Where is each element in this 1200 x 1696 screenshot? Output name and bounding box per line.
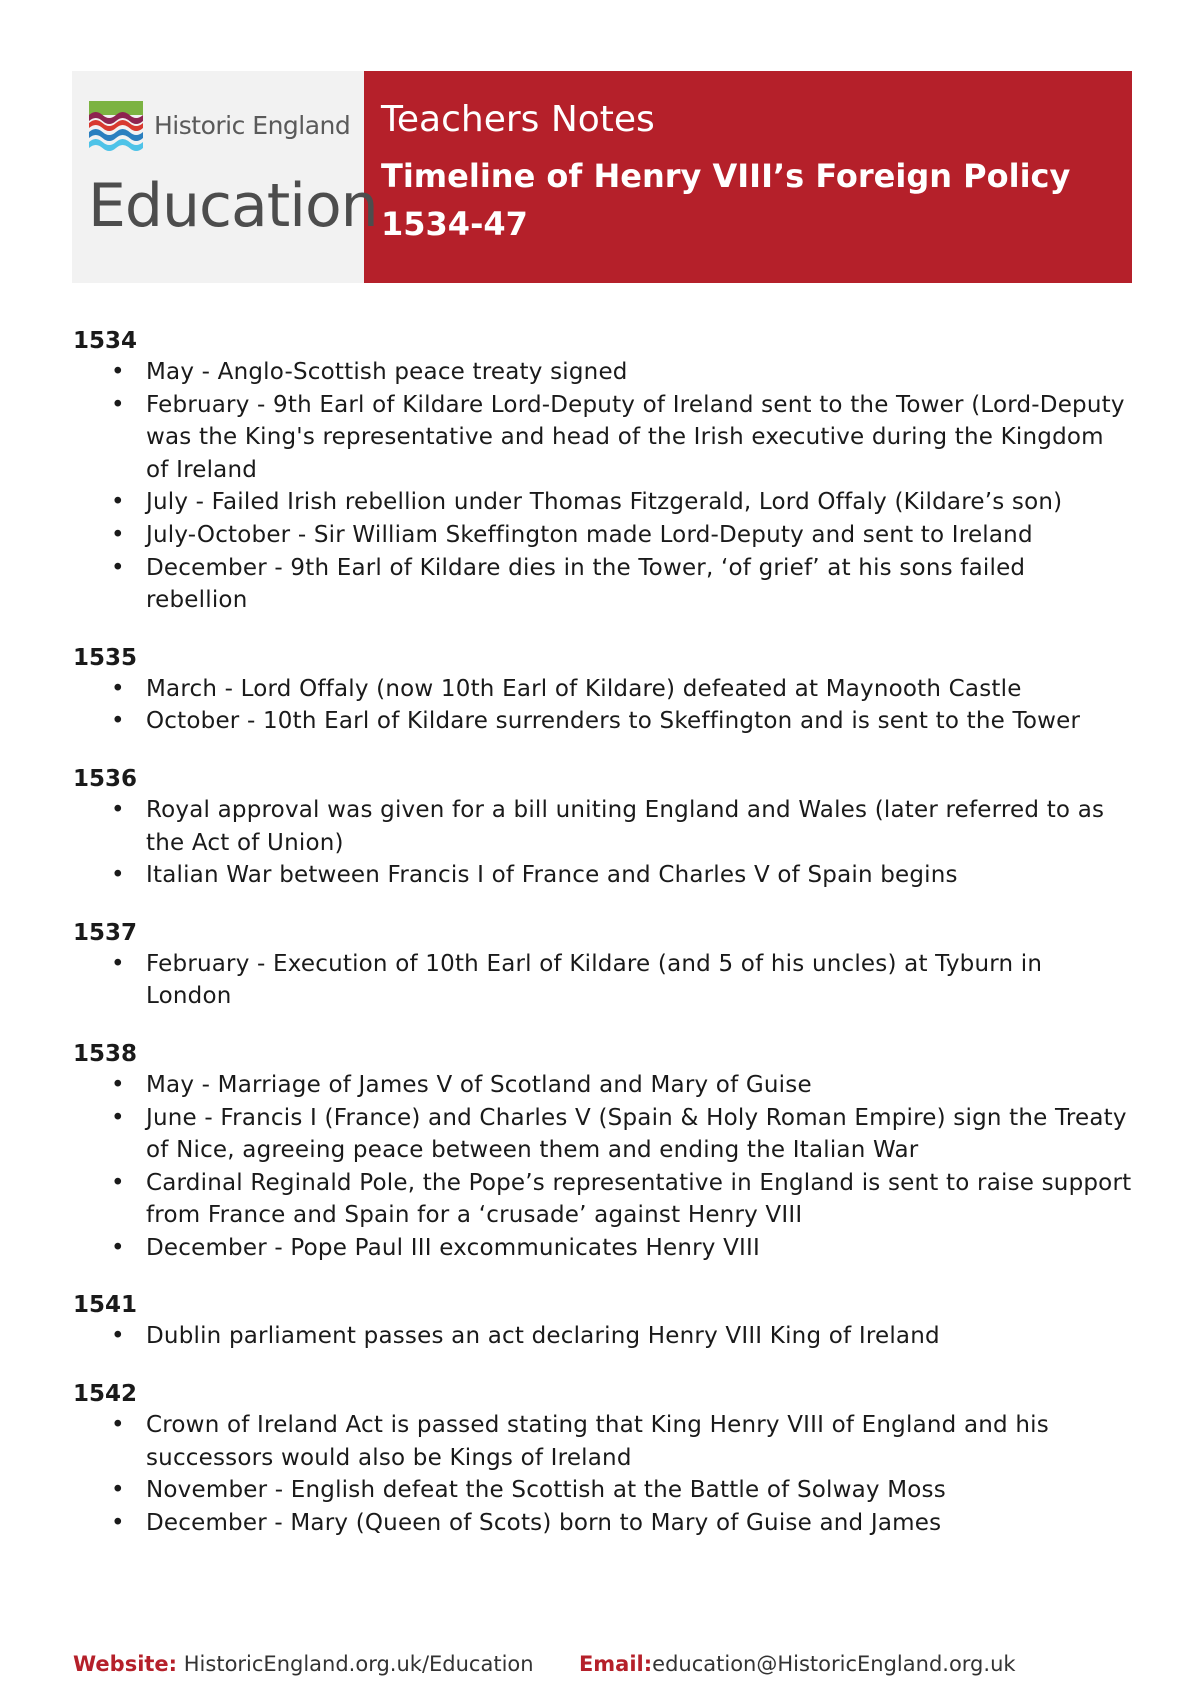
historic-england-logo-icon (89, 101, 143, 153)
timeline-section (73, 643, 1133, 738)
document-title (381, 152, 1132, 248)
organisation-name: Historic England (154, 111, 351, 140)
bullet-icon: • (111, 862, 125, 889)
bullet-icon: • (111, 1477, 125, 1504)
bullet-icon: • (111, 391, 125, 418)
event-text: February - 9th Earl of Kildare Lord-Deputy of Ireland sent to the Tower (Lord-Deputy was the King's representative and head of the Irish executive during the Kingdom of Ireland (146, 391, 1125, 483)
event-text: October - 10th Earl of Kildare surrenders to Skeffington and is sent to the Tower (146, 708, 1081, 735)
event-text: March - Lord Offaly (now 10th Earl of Kildare) defeated at Maynooth Castle (146, 675, 1022, 702)
year-heading: 1535 (73, 644, 138, 671)
event-text: May - Marriage of James V of Scotland and Mary of Guise (146, 1071, 812, 1098)
department-name: Education (88, 171, 378, 241)
website-label: Website: (73, 1652, 178, 1676)
document-title-line: 1534-47 (381, 205, 528, 243)
year-heading: 1542 (73, 1381, 138, 1408)
event-text: Crown of Ireland Act is passed stating that King Henry VIII of England and his successors would also be Kings of Ireland (146, 1412, 1049, 1471)
event-text: July-October - Sir William Skeffington made Lord-Deputy and sent to Ireland (146, 521, 1033, 548)
bullet-icon: • (111, 359, 125, 385)
email-label: Email: (578, 1652, 653, 1676)
timeline-section (73, 1039, 1133, 1265)
event-item (73, 519, 1133, 552)
event-text: Royal approval was given for a bill uniting England and Wales (later referred to as the Act of Union) (146, 796, 1105, 856)
bullet-icon: • (111, 950, 125, 977)
logo-panel (72, 71, 378, 283)
event-item (73, 1232, 1133, 1265)
bullet-icon: • (111, 1104, 125, 1131)
bullet-icon: • (111, 1169, 125, 1196)
event-text: November - English defeat the Scottish at the Battle of Solway Moss (146, 1477, 946, 1504)
event-item (73, 1474, 1133, 1507)
event-text: Italian War between Francis I of France and Charles V of Spain begins (146, 862, 958, 889)
year-heading: 1536 (73, 765, 138, 792)
event-item (73, 948, 1133, 1013)
year-heading: 1537 (73, 919, 138, 946)
event-list (73, 1069, 1133, 1265)
email-link[interactable]: education@HistoricEngland.org.uk (652, 1652, 1016, 1676)
timeline-section (73, 918, 1133, 1013)
event-item (73, 389, 1133, 487)
document-header (72, 71, 1132, 283)
bullet-icon: • (111, 489, 125, 516)
bullet-icon: • (111, 796, 125, 823)
event-item (73, 356, 1133, 389)
bullet-icon: • (111, 675, 125, 702)
event-item (73, 1320, 1133, 1353)
event-text: December - Mary (Queen of Scots) born to Mary of Guise and James (146, 1509, 942, 1536)
title-panel (364, 71, 1132, 283)
event-text: Cardinal Reginald Pole, the Pope’s representative in England is sent to raise support from France and Spain for a ‘crusade’ against Henry VIII (146, 1169, 1132, 1229)
event-text: December - Pope Paul III excommunicates Henry VIII (146, 1234, 760, 1261)
document-title-line: Timeline of Henry VIII’s Foreign Policy (381, 157, 1071, 195)
bullet-icon: • (111, 1323, 125, 1350)
bullet-icon: • (111, 521, 125, 548)
event-list (73, 356, 1133, 617)
timeline-section (73, 1379, 1133, 1539)
event-text: June - Francis I (France) and Charles V (Spain & Holy Roman Empire) sign the Treaty of Nice, agreeing peace between them and ending the Italian War (146, 1104, 1127, 1164)
event-text: July - Failed Irish rebellion under Thomas Fitzgerald, Lord Offaly (Kildare’s son) (146, 489, 1063, 516)
timeline-section (73, 326, 1133, 617)
document-type: Teachers Notes (381, 99, 655, 140)
website-link[interactable]: HistoricEngland.org.uk/Education (183, 1652, 534, 1676)
bullet-icon: • (111, 554, 125, 581)
event-text: February - Execution of 10th Earl of Kildare (and 5 of his uncles) at Tyburn in London (146, 950, 1043, 1010)
event-text: May - Anglo-Scottish peace treaty signed (146, 359, 628, 385)
year-heading: 1538 (73, 1040, 138, 1067)
event-item (73, 794, 1133, 859)
event-item (73, 673, 1133, 706)
event-item (73, 859, 1133, 892)
event-item (73, 1507, 1133, 1540)
event-list (73, 1320, 1133, 1353)
bullet-icon: • (111, 1412, 125, 1439)
event-item (73, 1102, 1133, 1167)
timeline (73, 326, 1133, 1565)
bullet-icon: • (111, 1509, 125, 1536)
bullet-icon: • (111, 1234, 125, 1261)
timeline-section (73, 1290, 1133, 1353)
year-heading: 1541 (73, 1292, 138, 1319)
event-item (73, 552, 1133, 617)
event-item (73, 1167, 1133, 1232)
footer (73, 1652, 1016, 1676)
event-text: December - 9th Earl of Kildare dies in the Tower, ‘of grief’ at his sons failed rebellion (146, 554, 1026, 614)
event-list (73, 948, 1133, 1013)
event-item (73, 705, 1133, 738)
event-item (73, 1409, 1133, 1474)
bullet-icon: • (111, 708, 125, 735)
event-item (73, 486, 1133, 519)
year-heading: 1534 (73, 328, 138, 354)
event-text: Dublin parliament passes an act declaring Henry VIII King of Ireland (146, 1323, 940, 1350)
bullet-icon: • (111, 1071, 125, 1098)
event-item (73, 1069, 1133, 1102)
event-list (73, 1409, 1133, 1539)
timeline-section (73, 764, 1133, 892)
event-list (73, 673, 1133, 738)
event-list (73, 794, 1133, 892)
